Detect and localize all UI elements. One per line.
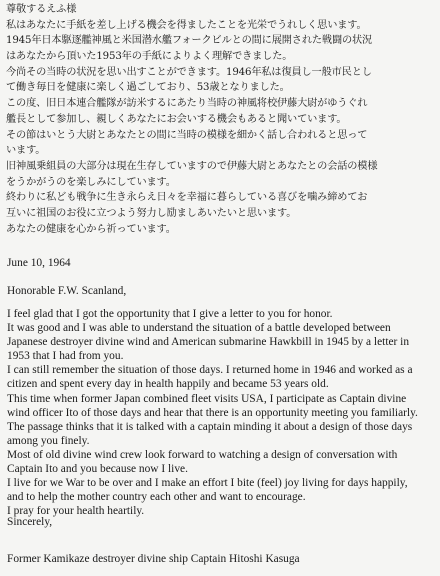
letter-date: June 10, 1964 bbox=[7, 257, 71, 269]
body-line: and to help the mother country each other and want to encourage. bbox=[7, 491, 306, 504]
jp-line: はあなたから頂いた1953年の手紙によりよく理解できました。 bbox=[6, 51, 293, 63]
body-line: I feel glad that I got the opportunity that I give a letter to you for honor. bbox=[7, 308, 333, 320]
body-line: wind officer Ito of those days and hear that there is an opportunity meeting you familiarly. bbox=[7, 406, 418, 419]
jp-line: います。 bbox=[6, 145, 46, 157]
body-line: among you finely. bbox=[7, 434, 90, 447]
body-line: The passage thinks that it is talked with a captain minding it about a design of those days bbox=[7, 420, 413, 433]
jp-line: 艦長として参加し、親しくあなたにお会いする機会もあると聞いています。 bbox=[6, 113, 347, 125]
jp-line: 私はあなたに手紙を差し上げる機会を得ましたことを光栄でうれしく思います。 bbox=[6, 19, 367, 31]
body-line: I live for we War to be over and I make an effort I bite (feel) joy living for days happily, bbox=[7, 477, 408, 490]
jp-line: 尊敬するえふ様 bbox=[6, 4, 77, 15]
jp-line: その節はいとう大尉とあなたとの間に当時の模様を細かく話し合われると思って bbox=[6, 129, 368, 141]
japanese-letter bbox=[6, 2, 436, 237]
english-letter-body bbox=[7, 307, 435, 518]
jp-line: あなたの健康を心から祈っています。 bbox=[6, 223, 176, 235]
body-line: Captain Ito and you because now I live. bbox=[7, 463, 188, 476]
jp-line: て働き毎日を健康に楽しく過ごしており、53歳となりました。 bbox=[6, 82, 290, 94]
closing: Sincerely, bbox=[7, 516, 53, 528]
jp-line: 今尚その当時の状況を思い出すことができます。1946年私は復員し一般市民とし bbox=[6, 66, 372, 78]
jp-line: この度、旧日本連合艦隊が訪米するにあたり当時の神風将校伊藤大尉がゆうぐれ bbox=[6, 98, 368, 110]
body-line: This time when former Japan combined fleet visits USA, I participate as Captain divine bbox=[7, 392, 407, 405]
salutation: Honorable F.W. Scanland, bbox=[7, 285, 127, 297]
body-line: Japanese destroyer divine wind and American submarine Hawkbill in 1945 by a letter in bbox=[7, 336, 410, 349]
signature: Former Kamikaze destroyer divine ship Captain Hitoshi Kasuga bbox=[7, 553, 300, 565]
body-line: Most of old divine wind crew look forward to watching a design of conversation with bbox=[7, 448, 398, 461]
jp-line: 旧神風乗組員の大部分は現在生存していますので伊藤大尉とあなたとの会話の模様 bbox=[6, 160, 378, 172]
body-line: citizen and spent every day in health happily and became 53 years old. bbox=[7, 378, 329, 391]
body-line: I can still remember the situation of those days. I returned home in 1946 and worked as a bbox=[7, 364, 413, 377]
body-line: 1953 that I had from you. bbox=[7, 350, 124, 363]
jp-line: 互いに祖国のお役に立つよう努力し励ましあいたいと思います。 bbox=[6, 207, 297, 219]
jp-line: 1945年日本駆逐艦神風と米国潜水艦フォークビルとの間に展開された戦闘の状況 bbox=[6, 35, 373, 47]
jp-line: 終わりに私ども戦争に生き永らえ日々を幸福に暮らしている喜びを噛み締めてお bbox=[6, 192, 368, 204]
jp-line: をうかがうのを楽しみにしています。 bbox=[6, 176, 176, 188]
body-line: I pray for your health heartily. bbox=[7, 505, 145, 518]
body-line: It was good and I was able to understand the situation of a battle developed between bbox=[7, 322, 391, 335]
